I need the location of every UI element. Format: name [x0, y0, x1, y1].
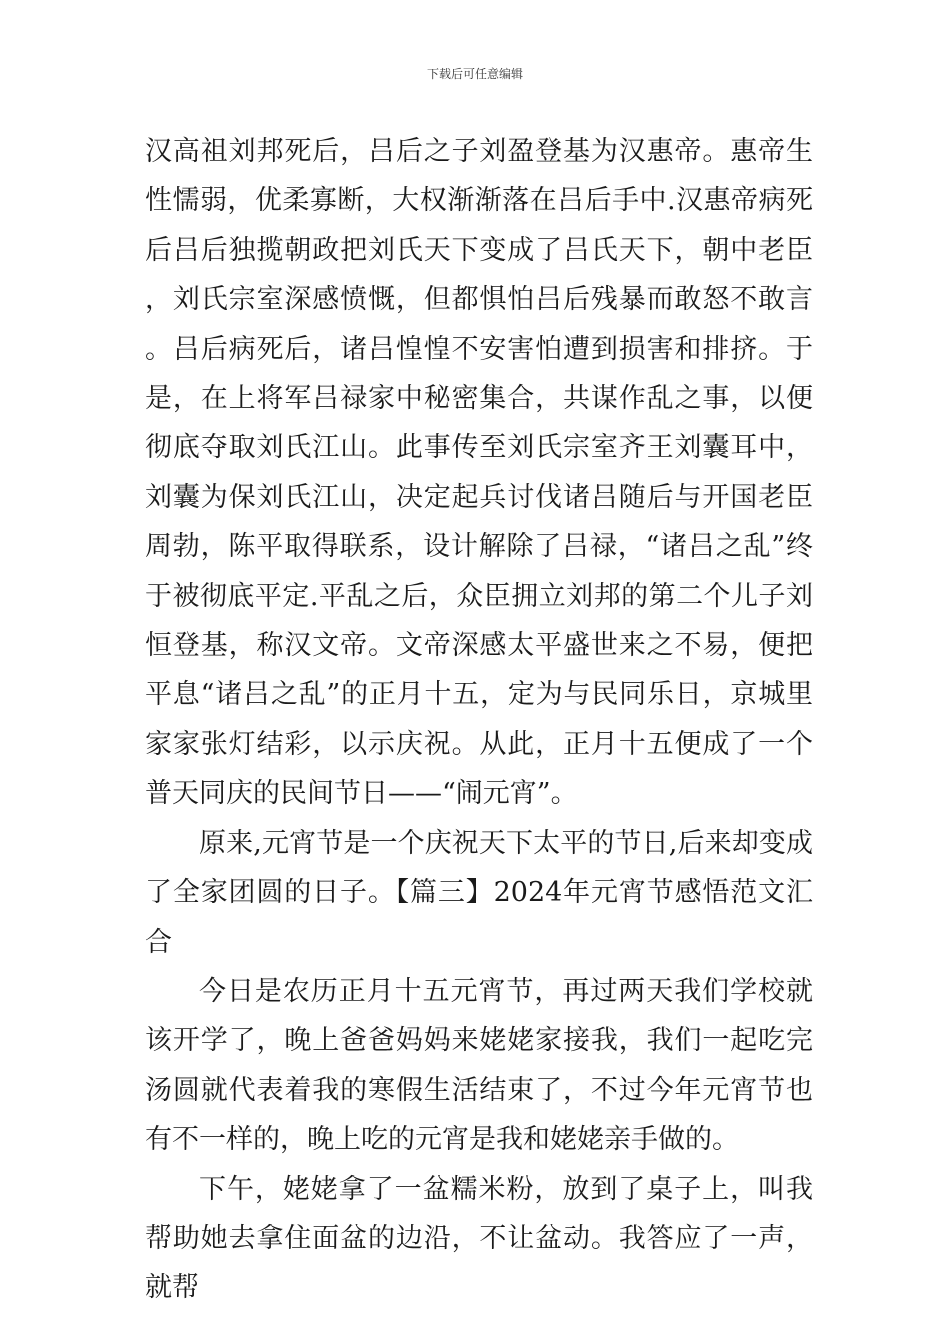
- paragraph-lantern-day: 今日是农历正月十五元宵节，再过两天我们学校就该开学了，晚上爸爸妈妈来姥姥家接我，我们一起吃完汤圆就代表着我的寒假生活结束了，不过今年元宵节也有不一样的，晚上吃的元宵是我和姥姥亲手做的。: [145, 975, 813, 1156]
- page-header: 下载后可任意编辑: [426, 67, 523, 81]
- paragraph-history: 汉高祖刘邦死后，吕后之子刘盈登基为汉惠帝。惠帝生性懦弱，优柔寡断，大权渐渐落在吕后手中.汉惠帝病死后吕后独揽朝政把刘氏天下变成了吕氏天下，朝中老臣，刘氏宗室深感愤慨，但都惧怕吕后残暴而敢怒不敢言。吕后病死后，诸吕惶惶不安害怕遭到损害和排挤。于是，在上将军吕禄家中秘密集合，共谋作乱之事，以便彻底夺取刘氏江山。此事传至刘氏宗室齐王刘囊耳中，刘囊为保刘氏江山，决定起兵讨伐诸吕随后与开国老臣周勃，陈平取得联系，设计解除了吕禄，“诸吕之乱”终于被彻底平定.平乱之后，众臣拥立刘邦的第二个儿子刘恒登基，称汉文帝。文帝深感太平盛世来之不易，便把平息“诸吕之乱”的正月十五，定为与民同乐日，京城里家家张灯结彩，以示庆祝。从此，正月十五便成了一个普天同庆的民间节日——“闹元宵”。: [145, 136, 813, 810]
- document-body: [145, 127, 813, 1313]
- paragraph-origin: 原来,元宵节是一个庆祝天下太平的节日,后来却变成了全家团圆的日子。【篇三】2024年元宵节感悟范文汇合: [145, 827, 813, 958]
- paragraph-afternoon: 下午，姥姥拿了一盆糯米粉，放到了桌子上，叫我帮助她去拿住面盆的边沿，不让盆动。我答应了一声，就帮: [145, 1173, 813, 1304]
